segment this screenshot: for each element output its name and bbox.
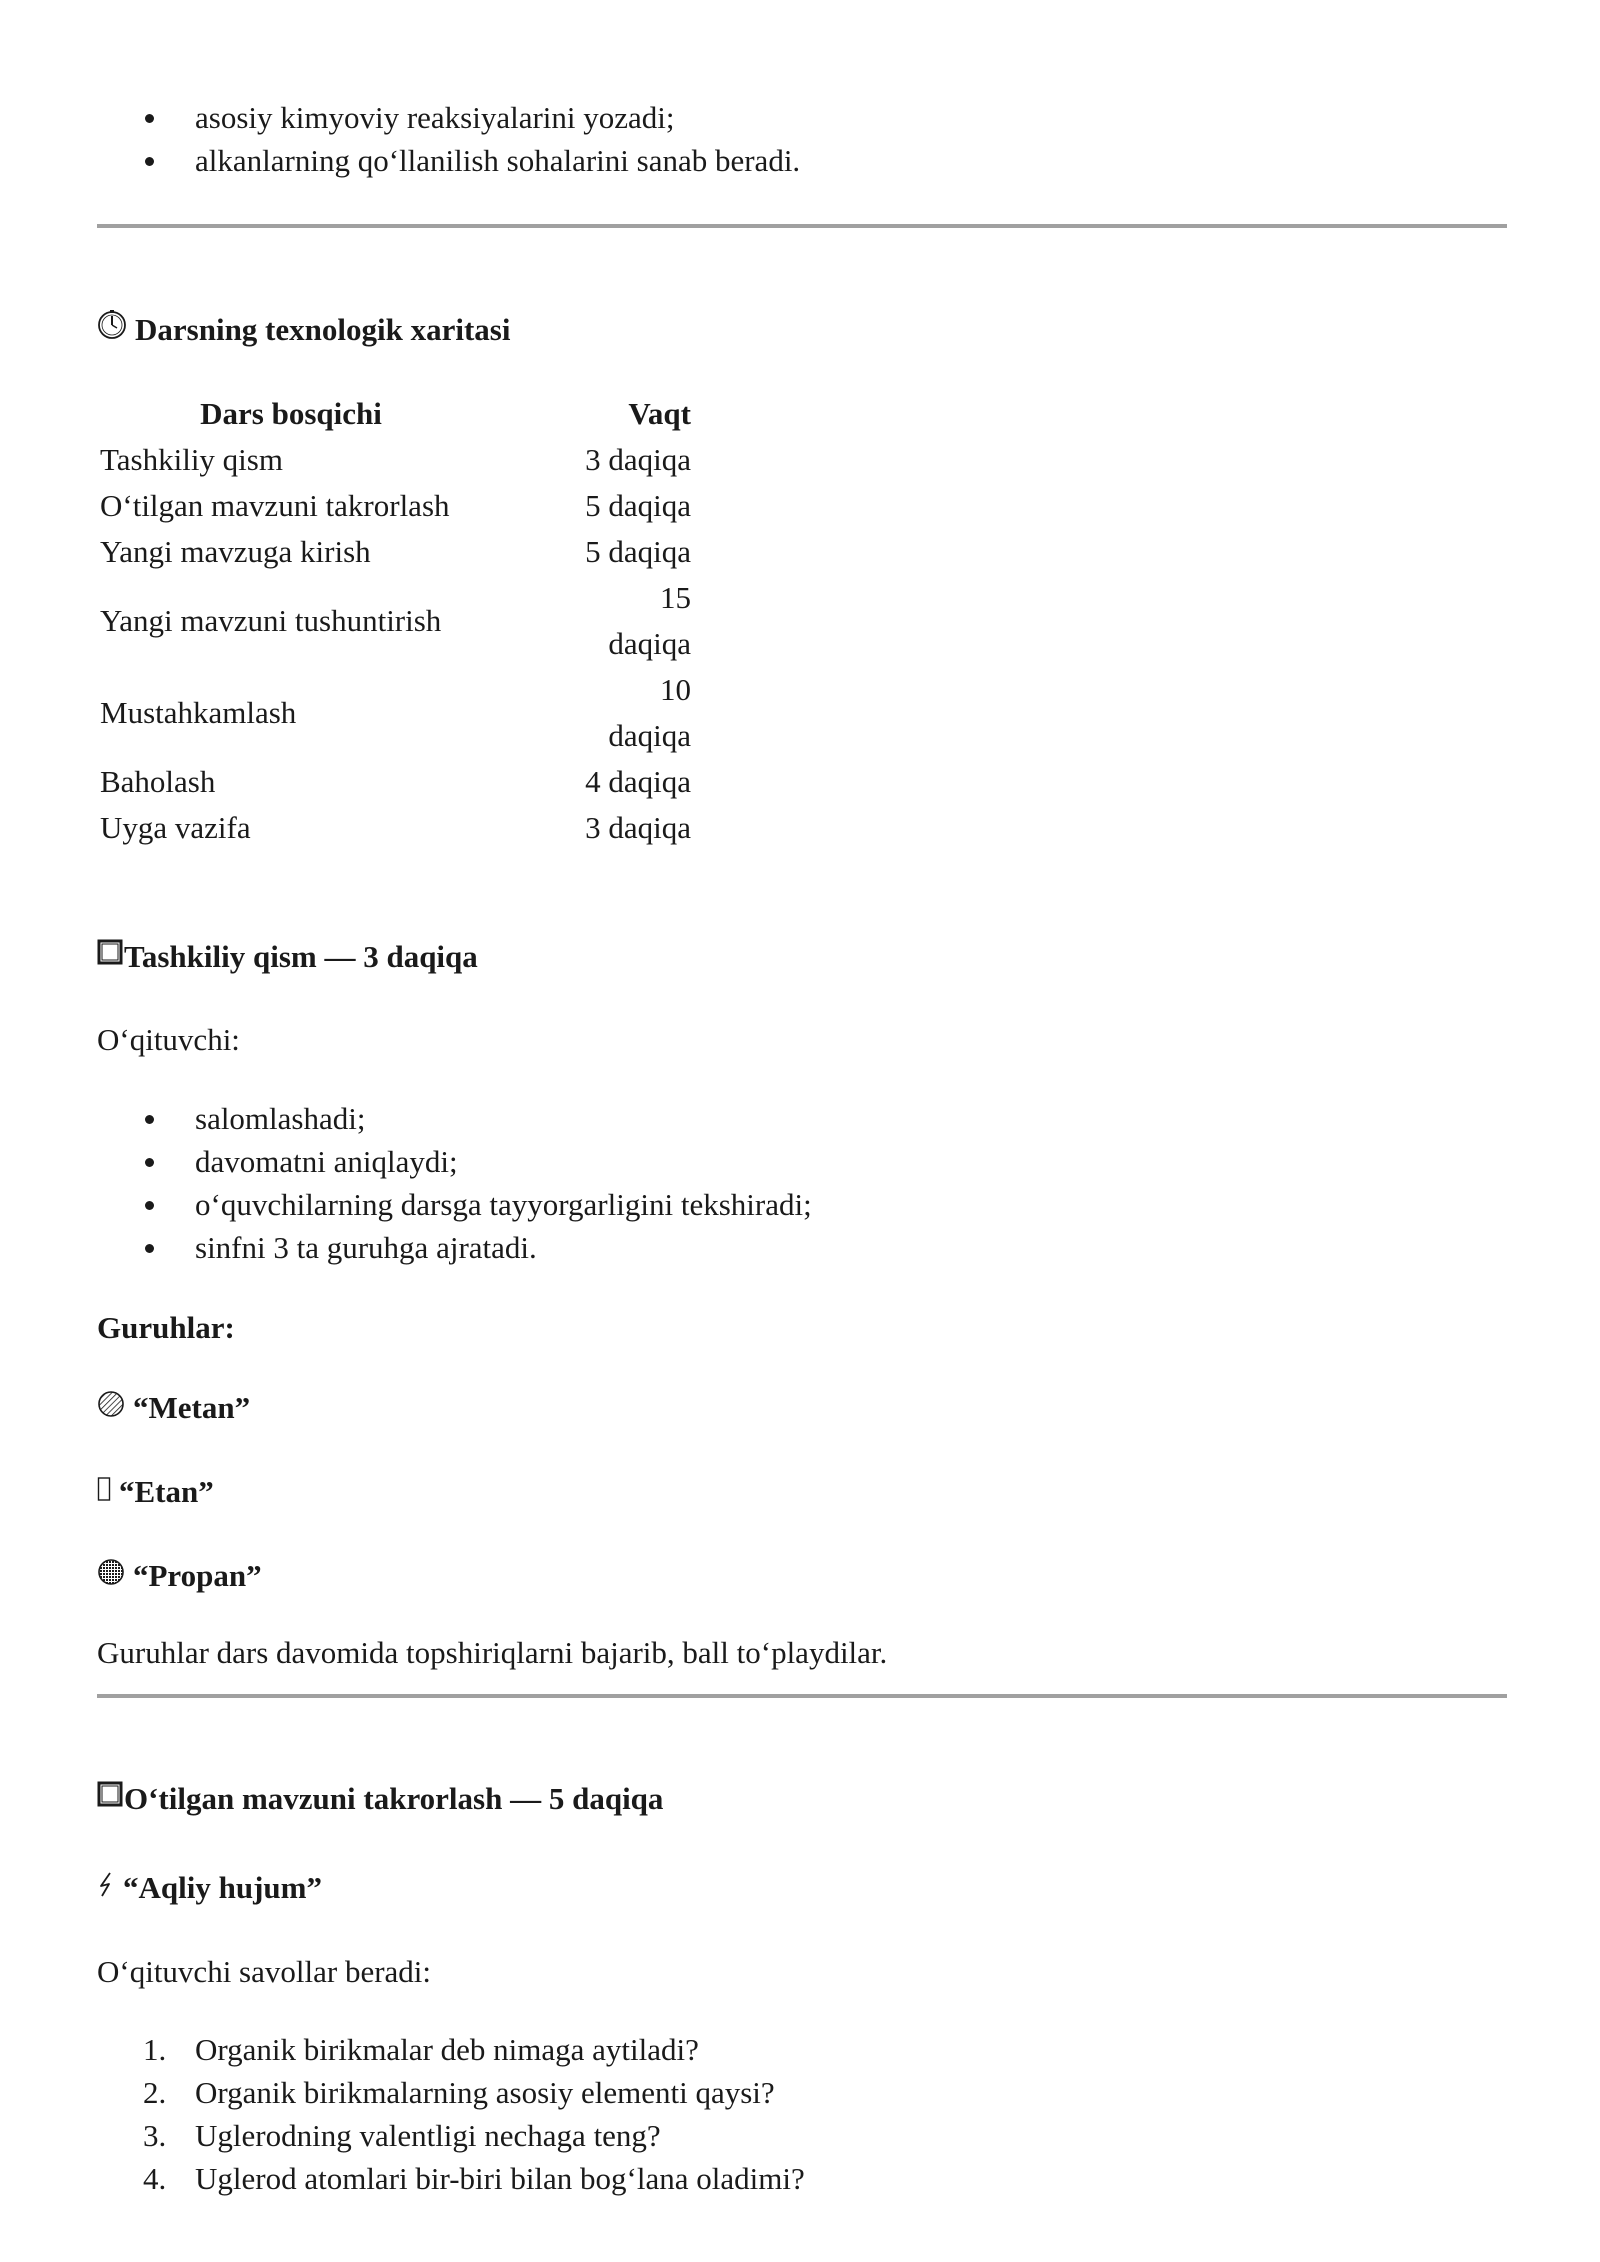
column-header-stage: Dars bosqichi	[200, 396, 382, 431]
stage-cell: O‘tilgan mavzuni takrorlash	[100, 488, 450, 523]
list-item: sinfni 3 ta guruhga ajratadi.	[97, 1226, 1507, 1269]
tech-map-title: Darsning texnologik xaritasi	[135, 312, 511, 347]
table-row	[97, 759, 691, 805]
item-number: 2.	[143, 2075, 167, 2110]
list-item: salomlashadi;	[97, 1097, 1507, 1140]
group-etan	[97, 1470, 1507, 1513]
table-row	[97, 667, 691, 759]
time-cell: 10 daqiqa	[608, 672, 691, 753]
teacher-actions-list	[97, 1097, 1507, 1269]
list-item: asosiy kimyoviy reaksiyalarini yozadi;	[97, 96, 1507, 139]
group-name: “Etan”	[119, 1474, 214, 1509]
teacher-label: O‘qituvchi:	[97, 1022, 240, 1057]
groups-label: Guruhlar:	[97, 1310, 235, 1345]
table-row	[97, 437, 691, 483]
list-item: o‘quvchilarning darsga tayyorgarligini tekshiradi;	[97, 1183, 1507, 1226]
divider	[97, 224, 1507, 228]
time-cell: 4 daqiqa	[585, 764, 691, 799]
time-cell: 5 daqiqa	[585, 534, 691, 569]
section-2-title: O‘tilgan mavzuni takrorlash — 5 daqiqa	[124, 1781, 664, 1816]
questions-list	[97, 2028, 1507, 2200]
list-item: davomatni aniqlaydi;	[97, 1140, 1507, 1183]
item-number: 1.	[143, 2032, 167, 2067]
missing-glyph-icon	[97, 1470, 111, 1513]
list-item: alkanlarning qo‘llanilish sohalarini sanab beradi.	[97, 139, 1507, 182]
group-name: “Metan”	[133, 1390, 251, 1425]
stage-cell: Yangi mavzuni tushuntirish	[100, 603, 442, 638]
document-content	[97, 0, 1507, 2200]
list-item	[97, 2157, 1507, 2200]
question-text: Organik birikmalar deb nimaga aytiladi?	[195, 2032, 699, 2067]
intro-bullet-list	[97, 96, 1507, 182]
time-cell: 15 daqiqa	[608, 580, 691, 661]
list-item	[97, 2114, 1507, 2157]
group-propan	[97, 1554, 1507, 1597]
time-cell: 3 daqiqa	[585, 810, 691, 845]
group-name: “Propan”	[133, 1558, 262, 1593]
stage-cell: Uyga vazifa	[100, 810, 251, 845]
section-1-title: Tashkiliy qism — 3 daqiqa	[124, 939, 478, 974]
groups-closing-text: Guruhlar dars davomida topshiriqlarni bajarib, ball to‘playdilar.	[97, 1635, 888, 1670]
question-text: Uglerodning valentligi nechaga teng?	[195, 2118, 661, 2153]
stage-cell: Baholash	[100, 764, 216, 799]
lightning-icon	[97, 1866, 115, 1909]
section-2-heading	[97, 1777, 1507, 1820]
teacher-questions-label: O‘qituvchi savollar beradi:	[97, 1954, 432, 1989]
method-heading	[97, 1866, 1507, 1909]
list-item	[97, 2028, 1507, 2071]
item-number: 3.	[143, 2118, 167, 2153]
column-header-time: Vaqt	[628, 396, 691, 431]
time-cell: 5 daqiqa	[585, 488, 691, 523]
stage-cell: Mustahkamlash	[100, 695, 297, 730]
table-row	[97, 483, 691, 529]
missing-glyph-icon	[97, 935, 124, 978]
tech-map-table	[97, 391, 691, 851]
item-number: 4.	[143, 2161, 167, 2196]
list-item	[97, 2071, 1507, 2114]
table-row	[97, 805, 691, 851]
time-cell: 3 daqiqa	[585, 442, 691, 477]
stage-cell: Yangi mavzuga kirish	[100, 534, 371, 569]
missing-glyph-icon	[97, 1777, 124, 1820]
dotted-circle-icon	[97, 1554, 125, 1597]
tech-map-heading	[97, 308, 1507, 351]
divider	[97, 1694, 1507, 1698]
table-row	[97, 529, 691, 575]
hatched-circle-icon	[97, 1386, 125, 1429]
section-1-heading	[97, 935, 1507, 978]
table-header-row	[97, 391, 691, 437]
question-text: Organik birikmalarning asosiy elementi qaysi?	[195, 2075, 775, 2110]
method-title: “Aqliy hujum”	[123, 1870, 322, 1905]
group-metan	[97, 1386, 1507, 1429]
stage-cell: Tashkiliy qism	[100, 442, 283, 477]
question-text: Uglerod atomlari bir-biri bilan bog‘lana oladimi?	[195, 2161, 805, 2196]
stopwatch-icon	[97, 308, 127, 351]
table-row	[97, 575, 691, 667]
